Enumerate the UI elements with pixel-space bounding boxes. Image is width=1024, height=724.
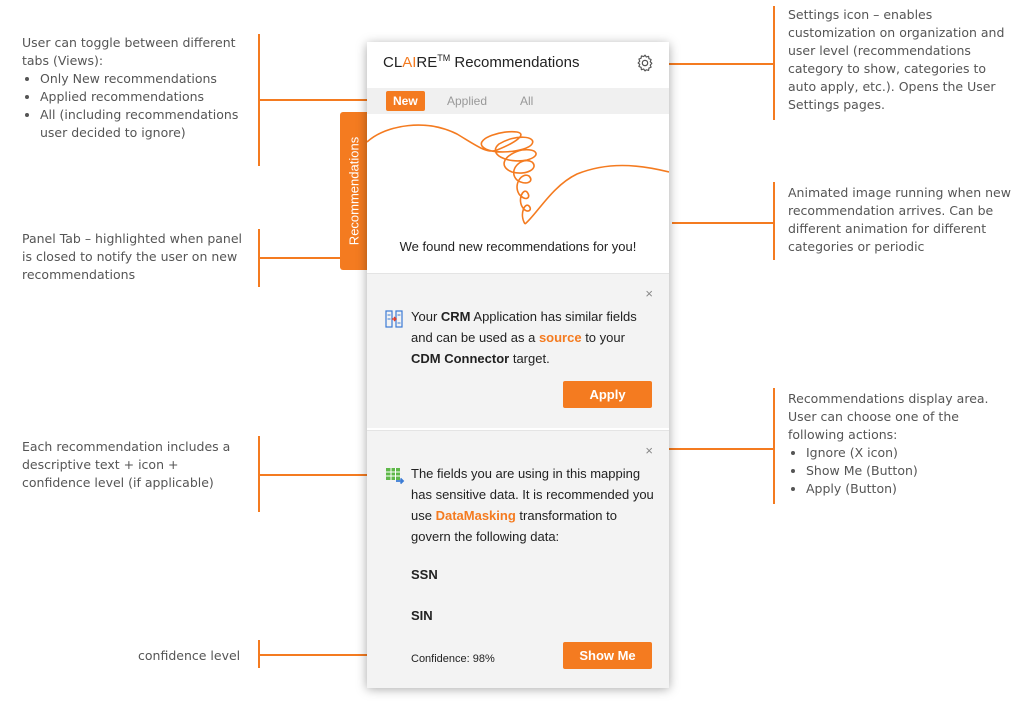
sensitive-field: SSN bbox=[411, 567, 438, 582]
recommendation-card bbox=[367, 273, 669, 428]
annotation-display-title: Recommendations display area. User can choose one of the following actions: bbox=[788, 391, 989, 442]
annotation-settings: Settings icon – enables customization on organization and user level (recommendations category to show, categories to auto apply, etc.). Opens the User Settings pages. bbox=[788, 7, 1005, 112]
close-icon[interactable]: × bbox=[645, 443, 653, 458]
confidence-level: Confidence: 98% bbox=[411, 653, 495, 665]
annotation-connector bbox=[258, 257, 340, 259]
view-tabs bbox=[367, 88, 669, 114]
panel-title: CLAIRE™ Recommendations bbox=[383, 53, 580, 71]
annotation-views-title: User can toggle between different tabs (Views): bbox=[22, 35, 236, 68]
annotation-bracket bbox=[773, 182, 775, 260]
recommendation-text: The fields you are using in this mapping has sensitive data. It is recommended you use DataMasking transformation to govern the following data: bbox=[411, 466, 654, 544]
new-recommendation-animation bbox=[367, 114, 669, 272]
recommendation-text: Your CRM Application has similar fields and can be used as a source to your CDM Connector target. bbox=[411, 309, 637, 366]
hero-message: We found new recommendations for you! bbox=[399, 239, 637, 254]
sensitive-field: SIN bbox=[411, 608, 433, 623]
annotation-display-item: • Ignore (X icon) bbox=[806, 444, 1016, 462]
annotation-connector bbox=[258, 474, 383, 476]
annotation-connector bbox=[660, 448, 775, 450]
close-icon[interactable]: × bbox=[645, 286, 653, 301]
annotation-display-item: • Show Me (Button) bbox=[806, 462, 1016, 480]
recommendation-card bbox=[367, 430, 669, 688]
annotation-connector bbox=[672, 222, 775, 224]
panel-tab-label: Recommendations bbox=[346, 136, 361, 246]
annotation-display-area bbox=[788, 390, 1016, 498]
annotation-panel-tab: Panel Tab – highlighted when panel is closed to notify the user on new recommendations bbox=[22, 231, 243, 282]
annotation-display-item: • Apply (Button) bbox=[806, 480, 1016, 498]
tab-all[interactable]: All bbox=[520, 94, 534, 108]
tab-new[interactable]: New bbox=[386, 91, 425, 111]
recommendations-panel-tab[interactable] bbox=[340, 112, 367, 270]
tab-applied[interactable]: Applied bbox=[447, 94, 488, 108]
mapping-icon bbox=[385, 310, 403, 328]
annotation-views bbox=[22, 34, 252, 142]
gear-icon[interactable] bbox=[635, 53, 655, 73]
show-me-button[interactable]: Show Me bbox=[563, 642, 652, 669]
recommendations-panel bbox=[367, 42, 669, 687]
annotation-connector bbox=[660, 63, 775, 65]
annotation-bracket bbox=[773, 388, 775, 504]
panel-header bbox=[367, 42, 669, 84]
annotation-animated: Animated image running when new recommendation arrives. Can be different animation for different categories or periodic bbox=[788, 185, 1011, 254]
annotation-views-item: • All (including recommendations user decided to ignore) bbox=[40, 106, 252, 142]
apply-button[interactable]: Apply bbox=[563, 381, 652, 408]
annotation-each-rec: Each recommendation includes a descriptive text + icon + confidence level (if applicable) bbox=[22, 439, 231, 490]
annotation-connector bbox=[258, 99, 383, 101]
annotation-views-item: • Applied recommendations bbox=[40, 88, 252, 106]
data-masking-icon bbox=[385, 467, 405, 485]
annotation-views-item: • Only New recommendations bbox=[40, 70, 252, 88]
annotation-confidence: confidence level bbox=[138, 648, 241, 663]
